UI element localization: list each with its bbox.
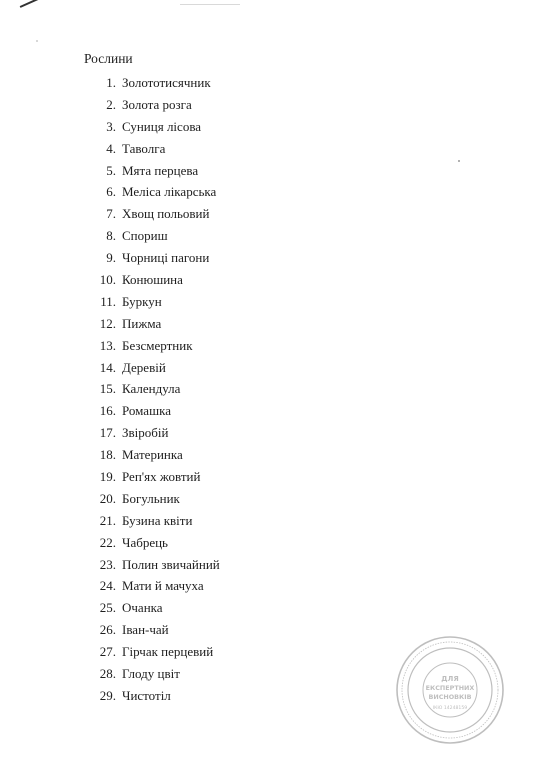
stamp-line-3: ВИСНОВКІВ [428, 693, 472, 701]
item-name: Гірчак перцевий [122, 644, 214, 660]
item-number: 28. [99, 665, 116, 681]
item-name: Ромашка [122, 403, 171, 419]
list-item [92, 444, 220, 466]
list-heading: Рослини [84, 51, 133, 66]
item-number: 11. [100, 293, 116, 309]
item-number: 6. [106, 184, 116, 200]
item-number: 1. [106, 74, 116, 90]
item-name: Материнка [122, 447, 183, 463]
item-name: Іван-чай [122, 622, 169, 638]
item-name: Буркун [122, 293, 162, 309]
scan-edge-shadow [180, 4, 240, 5]
list-item [92, 247, 220, 269]
list-item [92, 663, 220, 685]
list-item [92, 575, 220, 597]
item-number: 10. [99, 271, 116, 287]
item-name: Чистотіл [122, 687, 171, 703]
item-number: 16. [99, 403, 116, 419]
item-number: 5. [106, 162, 116, 178]
item-number: 29. [99, 687, 116, 703]
list-item [92, 554, 220, 576]
list-item [92, 116, 220, 138]
item-name: Суниця лісова [122, 118, 202, 134]
list-item [92, 378, 220, 400]
item-name: Богульник [122, 490, 180, 506]
list-item [92, 225, 220, 247]
stamp-code: ІКЮ 14248159 [432, 706, 468, 711]
list-item [92, 641, 220, 663]
scan-speck [36, 40, 38, 42]
item-number: 26. [99, 622, 116, 638]
list-item [92, 466, 220, 488]
item-number: 18. [99, 447, 116, 463]
stamp-line-2: ЕКСПЕРТНИХ [425, 684, 475, 692]
list-item [92, 291, 220, 313]
list-item [92, 488, 220, 510]
list-item [92, 400, 220, 422]
item-number: 3. [106, 118, 116, 134]
item-name: Хвощ польовий [122, 206, 210, 222]
item-number: 4. [106, 140, 116, 156]
list-item [92, 313, 220, 335]
item-name: Чабрець [122, 534, 168, 550]
item-name: Деревій [122, 359, 166, 375]
item-name: Бузина квіти [122, 512, 193, 528]
item-number: 9. [106, 250, 116, 266]
item-number: 8. [106, 228, 116, 244]
list-item [92, 422, 220, 444]
item-name: Безсмертник [122, 337, 193, 353]
scan-pen-mark [20, 0, 43, 7]
list-item [92, 94, 220, 116]
list-item [92, 160, 220, 182]
item-number: 15. [99, 381, 116, 397]
plant-list [92, 72, 220, 707]
item-name: Календула [122, 381, 181, 397]
item-number: 23. [99, 556, 116, 572]
list-item [92, 597, 220, 619]
list-item [92, 138, 220, 160]
item-number: 17. [99, 425, 116, 441]
item-number: 21. [99, 512, 116, 528]
item-name: Конюшина [122, 271, 183, 287]
item-name: Пижма [122, 315, 162, 331]
item-name: Глоду цвіт [122, 665, 180, 681]
item-name: Мати й мачуха [122, 578, 204, 594]
item-number: 14. [99, 359, 116, 375]
list-item [92, 510, 220, 532]
item-name: Чорниці пагони [122, 250, 210, 266]
item-number: 27. [99, 644, 116, 660]
item-name: Звіробій [122, 425, 169, 441]
item-number: 20. [99, 490, 116, 506]
item-name: Золототисячник [122, 74, 211, 90]
item-name: Реп'ях жовтий [122, 468, 201, 484]
stamp-line-1: ДЛЯ [441, 675, 459, 683]
item-number: 22. [99, 534, 116, 550]
list-item [92, 72, 220, 94]
item-number: 12. [99, 315, 116, 331]
item-number: 13. [99, 337, 116, 353]
item-name: Полин звичайний [122, 556, 220, 572]
item-number: 24. [99, 578, 116, 594]
item-name: Таволга [122, 140, 166, 156]
item-name: Золота розга [122, 96, 192, 112]
list-item [92, 269, 220, 291]
scan-speck [458, 160, 460, 162]
list-item [92, 685, 220, 707]
official-stamp [394, 634, 506, 746]
item-name: Меліса лікарська [122, 184, 217, 200]
item-name: Мята перцева [122, 162, 199, 178]
item-number: 7. [106, 206, 116, 222]
list-item [92, 532, 220, 554]
item-number: 25. [99, 600, 116, 616]
item-number: 19. [99, 468, 116, 484]
item-name: Спориш [122, 228, 168, 244]
list-item [92, 335, 220, 357]
item-number: 2. [106, 96, 116, 112]
list-item [92, 619, 220, 641]
list-item [92, 203, 220, 225]
item-name: Очанка [122, 600, 163, 616]
list-item [92, 181, 220, 203]
list-item [92, 357, 220, 379]
